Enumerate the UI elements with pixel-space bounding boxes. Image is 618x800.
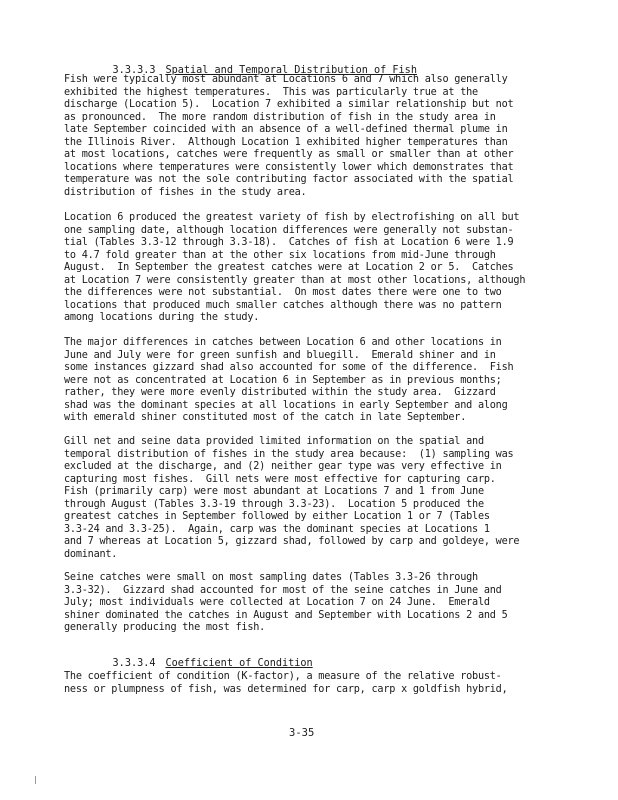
text-line: exhibited the highest temperatures. This was particularly true at the [64,86,478,98]
text-line: Fish (primarily carp) were most abundant at Locations 7 and 1 from June [64,486,484,497]
text-line: Seine catches were small on most sampling dates (Tables 3.3-26 through [64,572,478,583]
text-line: among locations during the study. [64,312,260,323]
text-line: through August (Tables 3.3-19 through 3.3-23). Location 5 produced the [64,498,484,510]
paragraph-6 [64,671,574,696]
section-number: 3.3.3.4 [112,658,156,669]
text-line: greatest catches in September followed by either Location 1 or 7 (Tables [64,511,490,522]
page-number: 3-35 [289,727,315,739]
text-line: as pronounced. The more random distribution of fish in the study area in [64,111,496,123]
text-line: and 7 whereas at Location 5, gizzard shad, followed by carp and goldeye, were [64,536,520,547]
text-line: Location 6 produced the greatest variety of fish by electrofishing on all but [64,212,520,223]
text-line: 3.3-24 and 3.3-25). Again, carp was the dominant species at Locations 1 [64,523,490,535]
text-line: ness or plumpness of fish, was determined for carp, carp x goldfish hybrid, [64,683,508,695]
text-line: Fish were typically most abundant at Locations 6 and 7 which also generally [64,74,508,85]
text-line: one sampling date, although location differences were generally not substan- [64,224,514,236]
text-line: capturing most fishes. Gill nets were most effective for capturing carp. [64,473,496,485]
text-line: at Location 7 were consistently greater than at most other locations, although [64,274,526,286]
text-line: with emerald shiner constituted most of the catch in late September. [64,412,467,423]
text-line: the Illinois River. Although Location 1 exhibited higher temperatures than [64,136,508,148]
text-line: late September coincided with an absence of a well-defined thermal plume in [64,124,508,135]
text-line: The coefficient of condition (K-factor), a measure of the relative robust- [64,671,502,682]
text-line: were not as concentrated at Location 6 in September as in previous months; [64,374,502,386]
text-line: shad was the dominant species at all locations in early September and along [64,399,508,411]
text-line: at most locations, catches were frequently as small or smaller than at other [64,149,514,160]
text-line: temporal distribution of fishes in the study area because: (1) sampling was [64,448,514,460]
text-line: distribution of fishes in the study area. [64,186,307,198]
text-line: discharge (Location 5). Location 7 exhibited a similar relationship but not [64,99,514,110]
text-line: The major differences in catches between Location 6 and other locations in [64,337,502,348]
text-line: 3.3-32). Gizzard shad accounted for most of the seine catches in June and [64,584,502,596]
paragraph-3 [64,337,574,425]
text-line: to 4.7 fold greater than at the other six locations from mid-June through [64,249,496,261]
paragraph-5 [64,572,574,635]
text-line: some instances gizzard shad also accounted for some of the difference. Fish [64,362,514,373]
section-title: Spatial and Temporal Distribution of Fish [165,65,417,76]
text-line: June and July were for green sunfish and bluegill. Emerald shiner and in [64,349,496,361]
paragraph-1 [64,74,574,199]
text-line: locations where temperatures were consistently lower which demonstrates that [64,161,514,173]
text-line: generally producing the most fish. [64,622,266,633]
text-line: August. In September the greatest catches were at Location 2 or 5. Catches [64,262,514,273]
scan-mark [35,776,38,784]
text-line: locations that produced much smaller catches although there was no pattern [64,299,502,311]
section-title: Coefficient of Condition [165,658,313,669]
text-line: the differences were not substantial. On most dates there were one to two [64,287,502,298]
text-line: temperature was not the sole contributing factor associated with the spatial [64,174,514,185]
text-line: tial (Tables 3.3-12 through 3.3-18). Catches of fish at Location 6 were 1.9 [64,237,514,248]
text-line: July; most individuals were collected at Location 7 on 24 June. Emerald [64,597,490,608]
paragraph-2 [64,212,574,325]
text-line: rather, they were more evenly distributed within the study area. Gizzard [64,387,496,398]
text-line: Gill net and seine data provided limited information on the spatial and [64,436,484,447]
section-number: 3.3.3.3 [112,65,156,76]
text-line: excluded at the discharge, and (2) neither gear type was very effective in [64,461,502,472]
text-line: shiner dominated the catches in August and September with Locations 2 and 5 [64,609,508,621]
text-line: dominant. [64,548,118,560]
paragraph-4 [64,436,574,561]
